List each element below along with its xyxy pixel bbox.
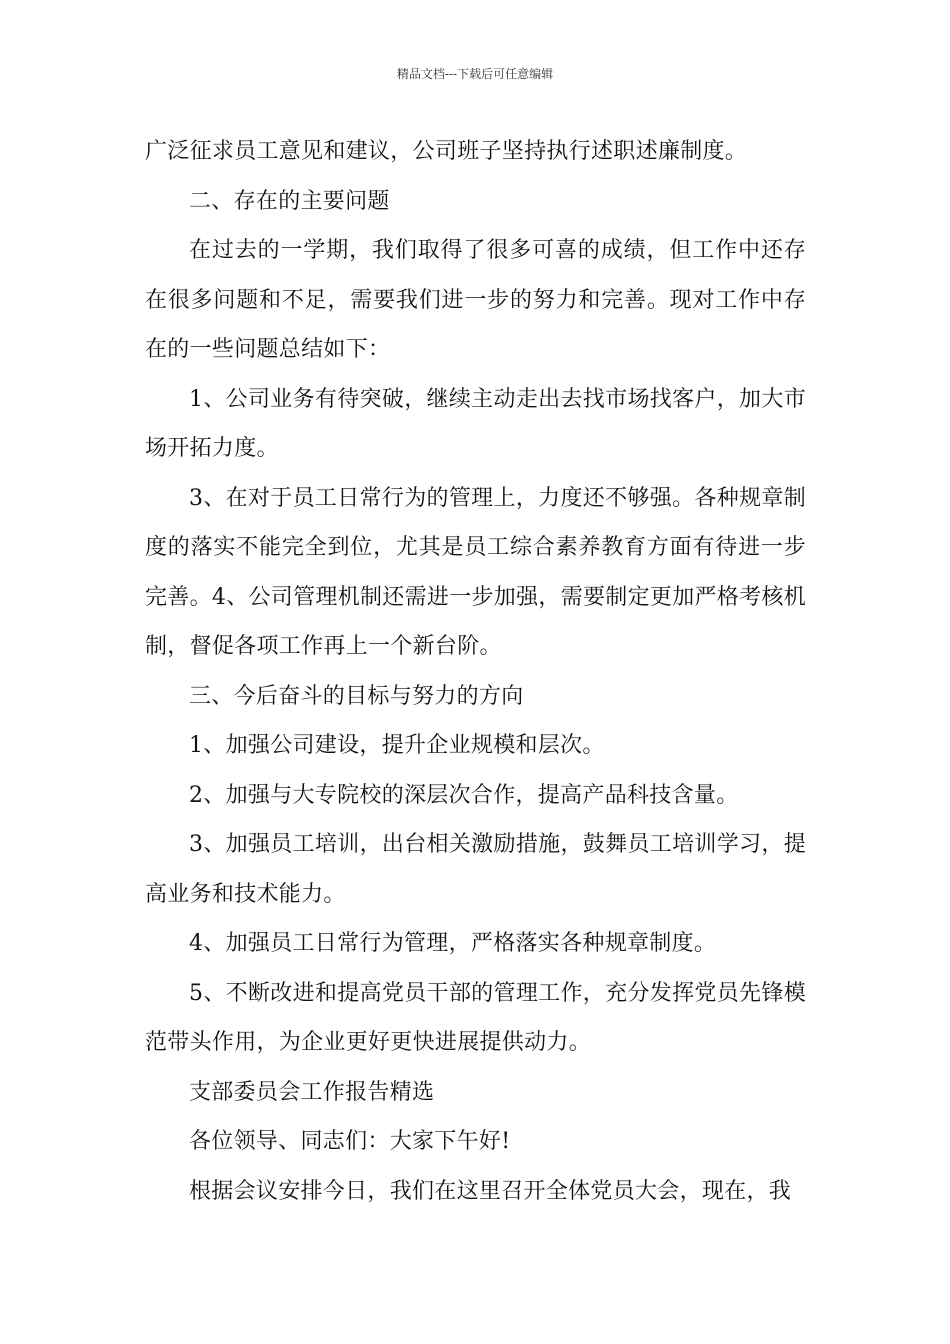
- list-item-9: 3、加强员工培训，出台相关激励措施，鼓舞员工培训学习，提高业务和技术能力。: [145, 832, 806, 907]
- section-heading-6: 三、今后奋斗的目标与努力的方向: [189, 683, 524, 709]
- list-item-5: 3、在对于员工日常行为的管理上，力度还不够强。各种规章制度的落实不能完全到位，尤其是员工综合素养教育方面有待进一步完善。4、公司管理机制还需进一步加强，需要制定更加严格考核机制，督促各项工作再上一个新台阶。: [145, 485, 806, 659]
- list-item-4: 1、公司业务有待突破，继续主动走出去找市场找客户，加大市场开拓力度。: [145, 386, 806, 461]
- paragraph-3: 在过去的一学期，我们取得了很多可喜的成绩，但工作中还存在很多问题和不足，需要我们进一步的努力和完善。现对工作中存在的一些问题总结如下：: [145, 238, 806, 362]
- list-item-11: 5、不断改进和提高党员干部的管理工作，充分发挥党员先锋模范带头作用，为企业更好更快进展提供动力。: [145, 980, 806, 1055]
- list-item-7: 1、加强公司建设，提升企业规模和层次。: [189, 733, 605, 758]
- page-header: 精品文档---下载后可任意编辑: [396, 67, 554, 81]
- paragraph-1: 广泛征求员工意见和建议，公司班子坚持执行述职述廉制度。: [145, 139, 748, 164]
- report-title: 支部委员会工作报告精选: [189, 1079, 435, 1105]
- section-heading-2: 二、存在的主要问题: [189, 188, 390, 214]
- paragraph-14: 根据会议安排今日，我们在这里召开全体党员大会，现在，我: [189, 1178, 792, 1204]
- list-item-10: 4、加强员工日常行为管理，严格落实各种规章制度。: [189, 931, 717, 956]
- document-body: [145, 127, 806, 1216]
- greeting: 各位领导、同志们：大家下午好!: [189, 1129, 511, 1154]
- list-item-8: 2、加强与大专院校的深层次合作，提高产品科技含量。: [189, 782, 739, 808]
